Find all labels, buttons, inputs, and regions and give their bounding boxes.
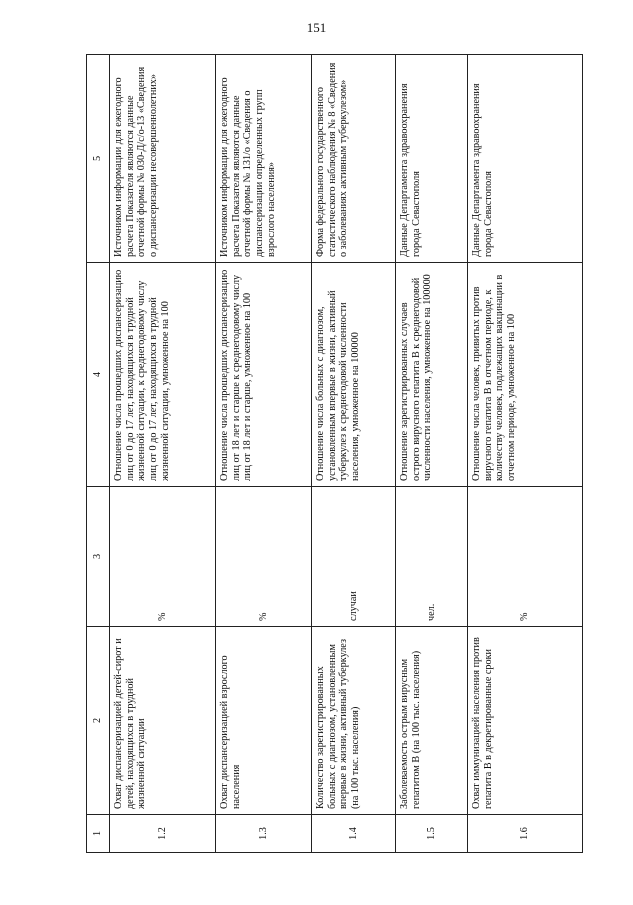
unit-cell: % xyxy=(110,487,216,627)
data-source: Данные Департамента здравоохранения города Севастополя xyxy=(396,55,468,263)
calculation-method: Отношение числа больных с диагнозом, установленным впервые в жизни, активный туберкулез к среднегодовой численности населения, умноженное на 100000 xyxy=(312,263,396,487)
row-number: 1.5 xyxy=(396,815,468,853)
calculation-method: Отношение зарегистрированных случаев острого вирусного гепатита В к среднегодовой численности населения, умноженное на 100000 xyxy=(396,263,468,487)
table-row xyxy=(312,55,396,853)
page-number: 151 xyxy=(306,20,327,35)
row-number: 1.2 xyxy=(110,815,216,853)
table-row xyxy=(468,55,583,853)
table-row xyxy=(396,55,468,853)
calculation-method: Отношение числа прошедших диспансеризацию лиц от 0 до 17 лет, находящихся в трудной жизненной ситуации, к среднегодовому числу лиц от 0 до 17 лет, находящихся в трудной жизненной ситуации, умноженное на 100 xyxy=(110,263,216,487)
data-source: Форма федерального государственного статистического наблюдения № 8 «Сведения о заболеваниях активным туберкулезом» xyxy=(312,55,396,263)
header-cell-5: 5 xyxy=(87,55,110,263)
header-cell-2: 2 xyxy=(87,627,110,815)
indicator-name: Количество зарегистрированных больных с диагнозом, установленным впервые в жизни, активный туберкулез (на 100 тыс. населения) xyxy=(312,627,396,815)
header-cell-1: 1 xyxy=(87,815,110,853)
indicator-name: Охват диспансеризацией взрослого населения xyxy=(216,627,312,815)
row-number: 1.3 xyxy=(216,815,312,853)
table-row xyxy=(216,55,312,853)
header-cell-3: 3 xyxy=(87,487,110,627)
row-number: 1.6 xyxy=(468,815,583,853)
unit-cell: % xyxy=(468,487,583,627)
row-number: 1.4 xyxy=(312,815,396,853)
data-source: Источником информации для ежегодного расчета Показателя являются данные отчетной формы № 030-Д/с/о-13 «Сведения о диспансеризации несовершеннолетних» xyxy=(110,55,216,263)
unit-cell: % xyxy=(216,487,312,627)
indicator-name: Охват иммунизацией населения против гепатита В в декретированные сроки xyxy=(468,627,583,815)
table-header-row xyxy=(87,55,110,853)
unit-cell: чел. xyxy=(396,487,468,627)
rotated-table-container xyxy=(86,55,581,853)
calculation-method: Отношение числа человек, привитых против вирусного гепатита В в отчетном периоде, к количеству человек, подлежащих вакцинации в отчетном периоде, умноженное на 100 xyxy=(468,263,583,487)
indicator-name: Заболеваемость острым вирусным гепатитом В (на 100 тыс. населения) xyxy=(396,627,468,815)
indicator-name: Охват диспансеризацией детей-сирот и детей, находящихся в трудной жизненной ситуации xyxy=(110,627,216,815)
table-row xyxy=(110,55,216,853)
calculation-method: Отношение числа прошедших диспансеризацию лиц от 18 лет и старше к среднегодовому числу лиц от 18 лет и старше, умноженное на 100 xyxy=(216,263,312,487)
data-source: Данные Департамента здравоохранения города Севастополя xyxy=(468,55,583,263)
indicators-table xyxy=(86,54,583,853)
unit-cell: случаи xyxy=(312,487,396,627)
data-source: Источником информации для ежегодного расчета Показателя являются данные отчетной формы № 131/о «Сведения о диспансеризации определенных групп взрослого населения» xyxy=(216,55,312,263)
header-cell-4: 4 xyxy=(87,263,110,487)
